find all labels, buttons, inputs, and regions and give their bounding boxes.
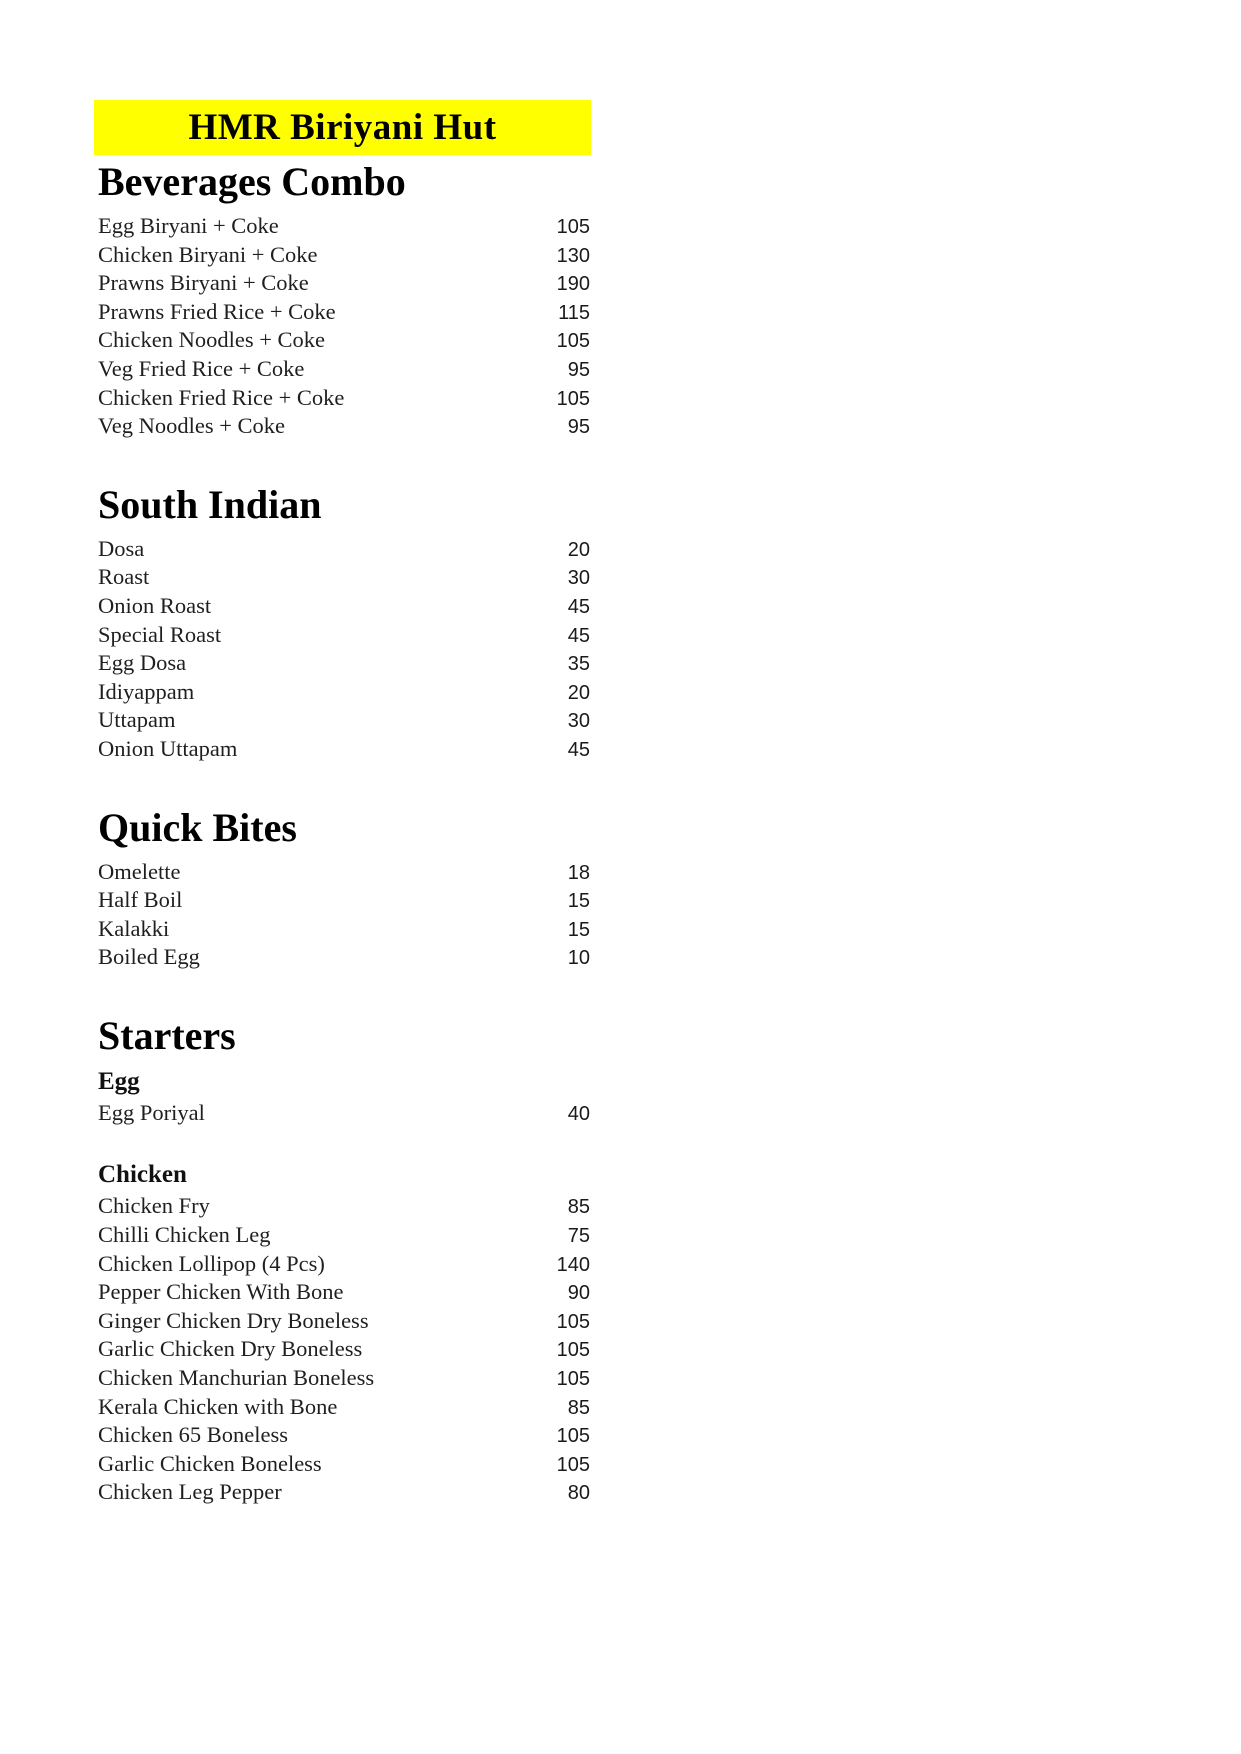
menu-subsection [98, 1067, 590, 1129]
menu-item-row [98, 622, 590, 651]
item-name: Chicken Biryani + Coke [98, 241, 318, 267]
menu-item-row [98, 356, 590, 385]
menu-item-row [98, 1308, 590, 1337]
menu-item-row [98, 213, 590, 242]
menu-section [98, 1009, 590, 1508]
subsection-heading: Chicken [98, 1161, 187, 1189]
menu-item-row [98, 1193, 590, 1222]
item-price: 90 [567, 1282, 590, 1305]
menu-section [98, 155, 590, 442]
menu-item-row [98, 1251, 590, 1280]
menu-subsection [98, 213, 590, 442]
section-heading: Beverages Combo [98, 159, 406, 204]
menu-item-row [98, 650, 590, 679]
item-name: Half Boil [98, 887, 183, 913]
menu-item-row [98, 1394, 590, 1423]
section-heading: Starters [98, 1012, 236, 1058]
item-name: Dosa [98, 535, 145, 561]
menu-item-row [98, 859, 590, 888]
menu-item-row [98, 299, 590, 328]
menu-item-row [98, 1365, 590, 1394]
item-name: Special Roast [98, 621, 222, 647]
menu-item-row [98, 707, 590, 736]
menu-sections [98, 155, 590, 1508]
menu-item-row [98, 1336, 590, 1365]
menu-item-row [98, 736, 590, 765]
item-price: 105 [556, 1310, 590, 1333]
item-name: Veg Fried Rice + Coke [98, 355, 305, 381]
subsection-heading: Egg [98, 1067, 140, 1095]
item-name: Kerala Chicken with Bone [98, 1393, 338, 1419]
item-price: 95 [567, 358, 590, 381]
menu-subsection [98, 859, 590, 973]
item-name: Uttapam [98, 707, 176, 733]
item-name: Veg Noodles + Coke [98, 413, 286, 439]
menu-subsection [98, 1160, 590, 1508]
section-heading: South Indian [98, 481, 322, 527]
menu-item-row [98, 1100, 590, 1129]
item-price: 190 [556, 273, 590, 296]
item-name: Omelette [98, 858, 181, 884]
item-price: 45 [567, 595, 590, 618]
item-price: 18 [567, 861, 590, 884]
menu-content [98, 100, 590, 1508]
item-name: Ginger Chicken Dry Boneless [98, 1307, 369, 1333]
restaurant-title: HMR Biriyani Hut [188, 107, 497, 148]
item-name: Chicken 65 Boneless [98, 1422, 288, 1448]
menu-item-row [98, 242, 590, 271]
item-name: Chicken Fried Rice + Coke [98, 384, 345, 410]
item-name: Chicken Noodles + Coke [98, 327, 326, 353]
item-price: 85 [567, 1396, 590, 1419]
item-price: 105 [556, 1425, 590, 1448]
item-price: 20 [567, 538, 590, 561]
item-name: Prawns Biryani + Coke [98, 270, 309, 296]
item-price: 105 [556, 330, 590, 353]
menu-item-row [98, 1222, 590, 1251]
item-price: 85 [567, 1196, 590, 1219]
menu-section [98, 801, 590, 973]
menu-item-row [98, 887, 590, 916]
item-price: 130 [556, 244, 590, 267]
item-name: Garlic Chicken Boneless [98, 1450, 322, 1476]
item-name: Prawns Fried Rice + Coke [98, 298, 336, 324]
item-price: 45 [567, 624, 590, 647]
menu-item-row [98, 270, 590, 299]
item-name: Onion Roast [98, 592, 212, 618]
menu-item-row [98, 944, 590, 973]
menu-section [98, 478, 590, 765]
item-price: 95 [567, 416, 590, 439]
menu-item-row [98, 679, 590, 708]
restaurant-title-highlight [94, 100, 591, 155]
item-name: Egg Biryani + Coke [98, 213, 279, 238]
item-price: 75 [567, 1225, 590, 1248]
item-price: 105 [556, 1368, 590, 1391]
item-name: Egg Dosa [98, 650, 187, 676]
menu-item-row [98, 593, 590, 622]
menu-item-row [98, 327, 590, 356]
item-name: Idiyappam [98, 678, 195, 704]
item-name: Chicken Fry [98, 1193, 210, 1219]
item-price: 30 [567, 710, 590, 733]
item-name: Pepper Chicken With Bone [98, 1279, 344, 1305]
item-price: 105 [556, 1453, 590, 1476]
item-price: 15 [567, 890, 590, 913]
item-name: Garlic Chicken Dry Boneless [98, 1336, 363, 1362]
item-price: 105 [556, 387, 590, 410]
menu-item-row [98, 1279, 590, 1308]
menu-item-row [98, 385, 590, 414]
item-name: Egg Poriyal [98, 1099, 205, 1125]
item-name: Roast [98, 564, 150, 590]
item-price: 10 [567, 947, 590, 970]
menu-item-row [98, 916, 590, 945]
item-price: 45 [567, 738, 590, 761]
item-price: 35 [567, 653, 590, 676]
menu-item-row [98, 564, 590, 593]
item-price: 105 [556, 1339, 590, 1362]
item-name: Chicken Manchurian Boneless [98, 1365, 375, 1391]
item-name: Kalakki [98, 915, 170, 941]
item-name: Onion Uttapam [98, 735, 238, 761]
item-name: Chilli Chicken Leg [98, 1222, 271, 1248]
menu-subsection [98, 536, 590, 765]
menu-item-row [98, 1479, 590, 1508]
item-price: 20 [567, 681, 590, 704]
menu-item-row [98, 413, 590, 442]
item-price: 40 [567, 1102, 590, 1125]
menu-item-row [98, 1451, 590, 1480]
item-name: Chicken Leg Pepper [98, 1479, 282, 1505]
menu-item-row [98, 1422, 590, 1451]
item-price: 80 [567, 1482, 590, 1505]
item-price: 30 [567, 567, 590, 590]
menu-item-row [98, 536, 590, 565]
item-price: 115 [558, 301, 590, 324]
item-price: 105 [556, 216, 590, 238]
item-price: 140 [556, 1253, 590, 1276]
item-name: Chicken Lollipop (4 Pcs) [98, 1250, 325, 1276]
item-price: 15 [567, 918, 590, 941]
item-name: Boiled Egg [98, 944, 200, 970]
section-heading: Quick Bites [98, 804, 297, 850]
